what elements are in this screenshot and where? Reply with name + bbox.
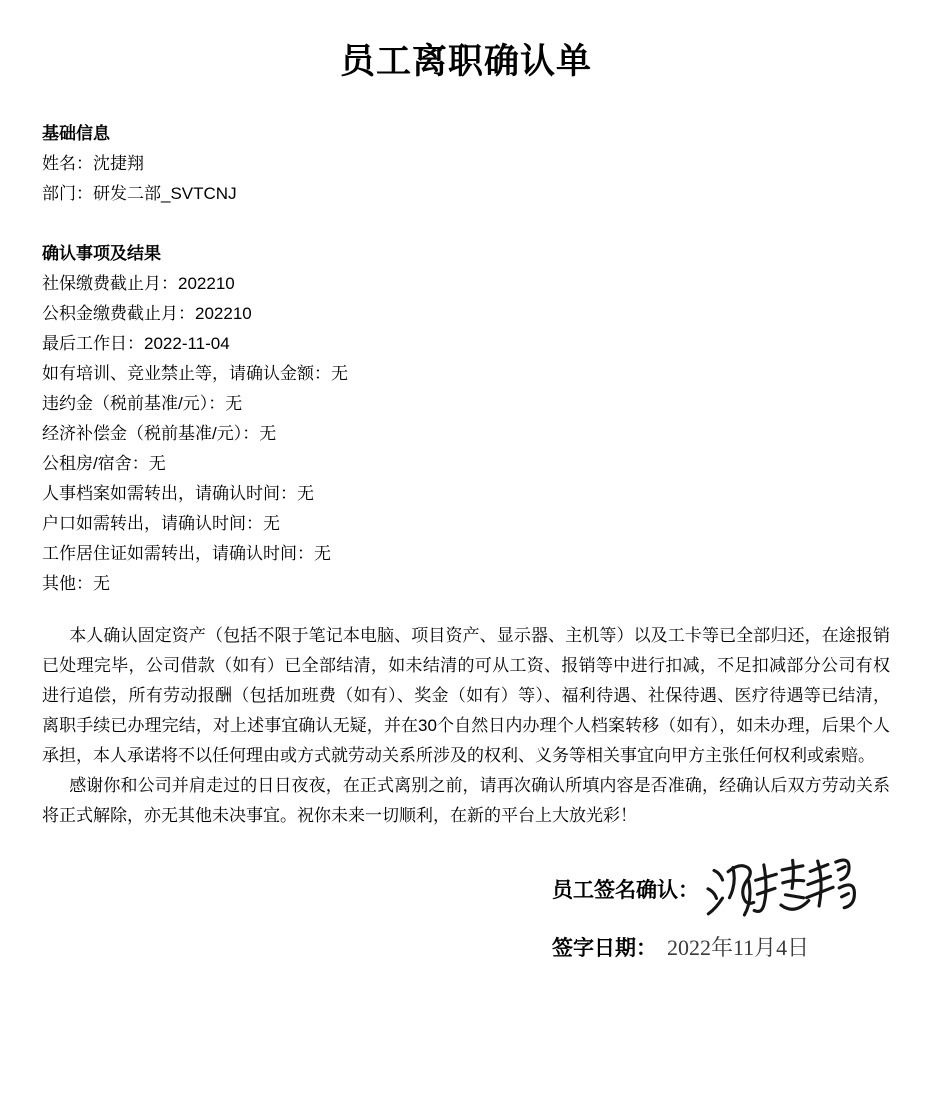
item-value: 无 <box>314 544 331 563</box>
signature-date-label: 签字日期： <box>552 937 657 960</box>
confirm-item-training-amount <box>42 359 890 389</box>
section-confirm-items <box>42 239 890 599</box>
item-label: 工作居住证如需转出，请确认时间： <box>42 544 314 563</box>
section-basic-info <box>42 119 890 209</box>
item-label: 违约金（税前基准/元）： <box>42 394 226 413</box>
item-label: 经济补偿金（税前基准/元）： <box>42 424 260 443</box>
signature-row <box>42 857 890 921</box>
field-department-label: 部门： <box>42 184 93 203</box>
item-value: 无 <box>331 364 348 383</box>
page-title: 员工离职确认单 <box>339 42 592 81</box>
confirm-item-work-residence-permit <box>42 539 890 569</box>
item-value: 无 <box>297 484 314 503</box>
field-department-value: 研发二部_SVTCNJ <box>93 184 237 203</box>
item-value: 无 <box>148 454 166 473</box>
item-value: 2022-11-04 <box>144 334 230 353</box>
signature-handwriting <box>703 855 859 919</box>
item-value: 202210 <box>195 304 252 323</box>
item-label: 社保缴费截止月： <box>42 274 178 293</box>
item-label: 人事档案如需转出，请确认时间： <box>42 484 297 503</box>
item-value: 无 <box>93 574 110 593</box>
confirm-item-public-housing <box>42 449 890 479</box>
signature-label: 员工签名确认： <box>552 879 699 902</box>
item-label: 公租房/宿舍： <box>42 454 149 473</box>
field-name-value: 沈捷翔 <box>93 154 144 173</box>
item-label: 公积金缴费截止月： <box>42 304 195 323</box>
field-name-label: 姓名： <box>42 154 93 173</box>
confirm-item-other <box>42 569 890 599</box>
signature-date-value: 2022年11月4日 <box>667 935 810 960</box>
confirm-items-heading: 确认事项及结果 <box>42 244 161 263</box>
declaration-paragraph-2: 感谢你和公司并肩走过的日日夜夜，在正式离别之前，请再次确认所填内容是否准确，经确认后双方劳动关系将正式解除，亦无其他未决事宜。祝你未来一切顺利，在新的平台上大放光彩！ <box>42 776 890 825</box>
item-label: 如有培训、竞业禁止等，请确认金额： <box>42 364 331 383</box>
declaration-paragraph-1: 本人确认固定资产（包括不限于笔记本电脑、项目资产、显示器、主机等）以及工卡等已全部归还，在途报销已处理完毕，公司借款（如有）已全部结清，如未结清的可从工资、报销等中进行扣减，不足扣减部分公司有权进行追偿，所有劳动报酬（包括加班费（如有）、奖金（如有）等）、福利待遇、社保待遇、医疗待遇等已结清，离职手续已办理完结，对上述事宜确认无疑，并在30个自然日内办理个人档案转移（如有），如未办理，后果个人承担，本人承诺将不以任何理由或方式就劳动关系所涉及的权利、义务等相关事宜向甲方主张任何权利或索赔。 <box>42 626 890 765</box>
confirm-item-compensation <box>42 419 890 449</box>
confirm-item-housing-fund <box>42 299 890 329</box>
field-name <box>42 149 890 179</box>
item-label: 最后工作日： <box>42 334 144 353</box>
item-value: 无 <box>259 424 277 443</box>
basic-info-heading: 基础信息 <box>42 124 110 143</box>
confirm-item-personnel-file <box>42 479 890 509</box>
document-page <box>0 44 940 962</box>
confirm-item-social-security <box>42 269 890 299</box>
item-value: 无 <box>225 394 243 413</box>
declaration-section <box>42 621 890 831</box>
item-value: 无 <box>263 514 280 533</box>
item-value: 202210 <box>178 274 235 293</box>
item-label: 户口如需转出，请确认时间： <box>42 514 263 533</box>
confirm-item-hukou <box>42 509 890 539</box>
field-department <box>42 179 890 209</box>
signature-date-row <box>42 931 890 962</box>
confirm-item-penalty <box>42 389 890 419</box>
item-label: 其他： <box>42 574 93 593</box>
confirm-item-last-working-day <box>42 329 890 359</box>
